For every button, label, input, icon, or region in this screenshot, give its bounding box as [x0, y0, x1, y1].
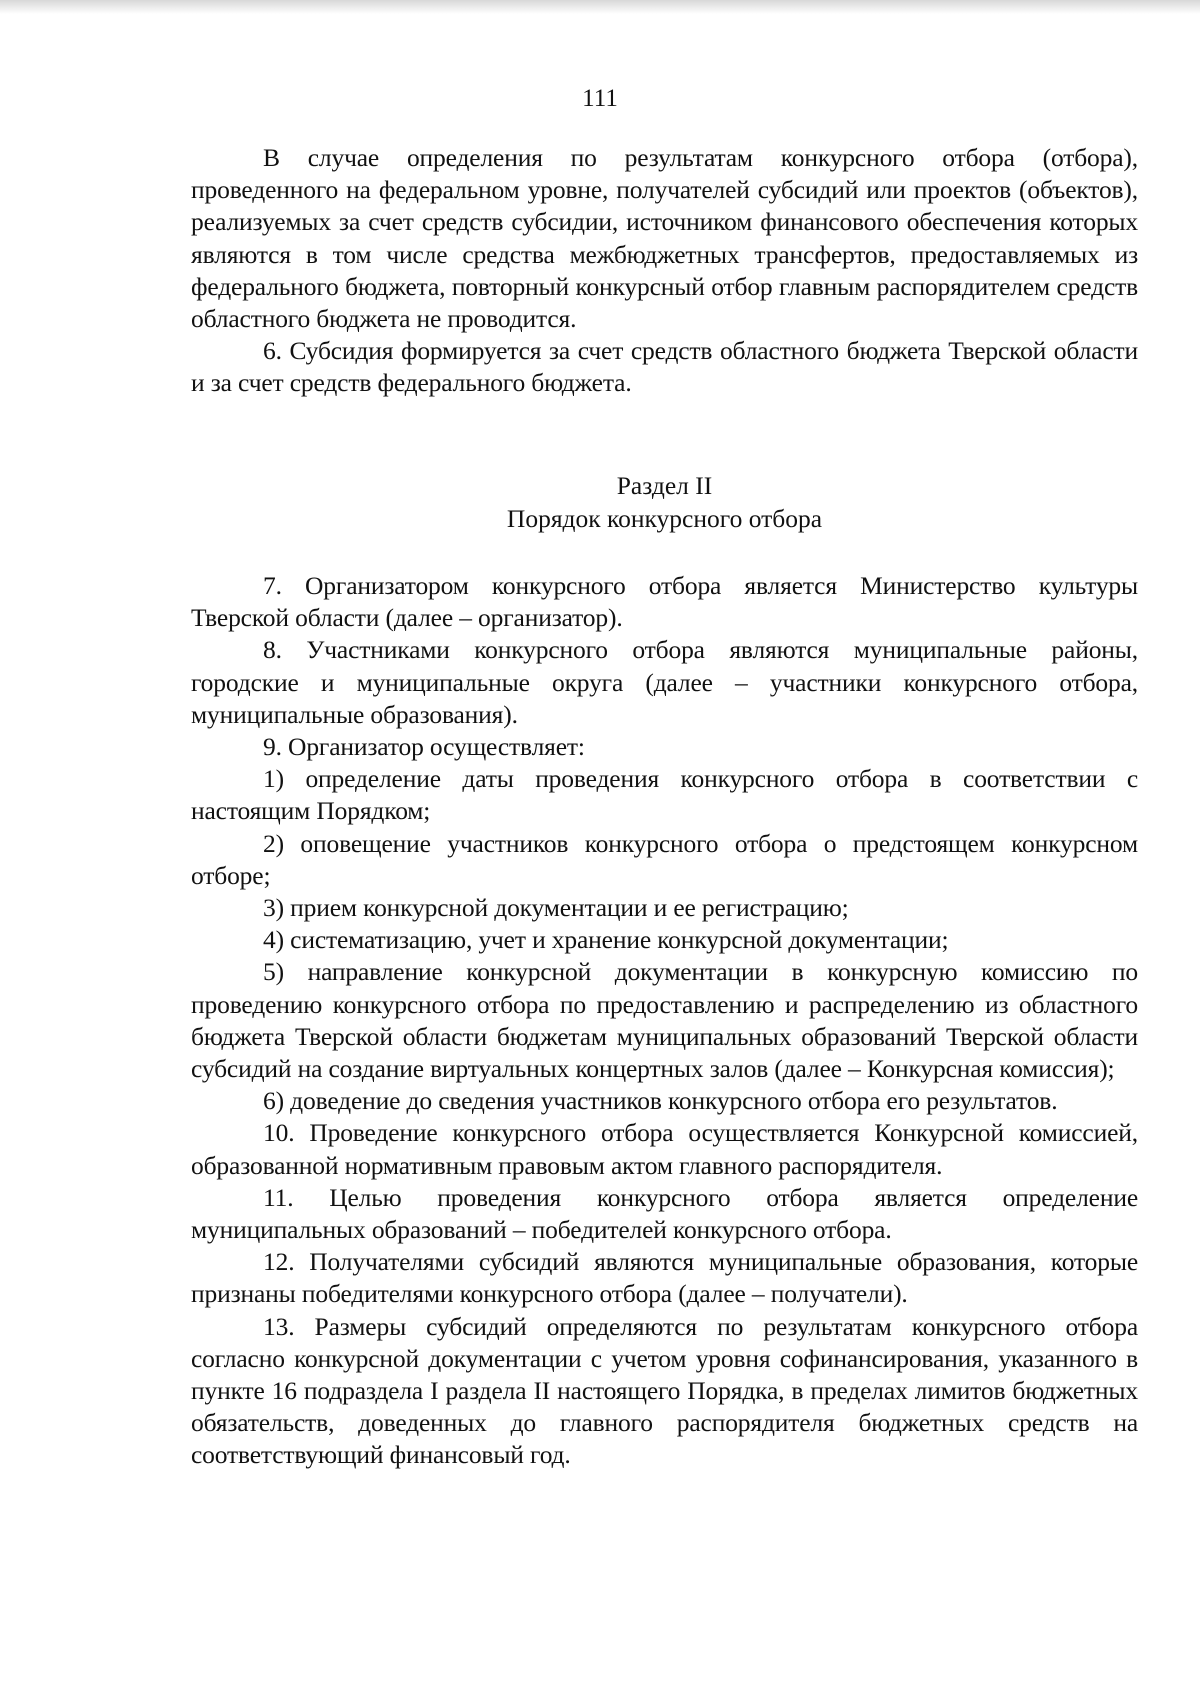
list-item-3-reception: 3) прием конкурсной документации и ее регистрацию; — [263, 893, 849, 923]
paragraph-6-subsidy-funding: 6. Субсидия формируется за счет средств областного бюджета Тверской области и за счет средств федерального бюджета. — [191, 336, 1138, 398]
list-item-6-results: 6) доведение до сведения участников конкурсного отбора его результатов. — [263, 1086, 1058, 1116]
page-number: 111 — [582, 85, 618, 112]
section-title: Раздел II — [616, 471, 713, 500]
section-text — [191, 570, 1138, 1472]
paragraph-9-organizer-duties: 9. Организатор осуществляет: — [263, 732, 585, 762]
paragraph-12-recipients: 12. Получателями субсидий являются муниципальные образования, которые признаны победителями конкурсного отбора (далее – получатели). — [191, 1247, 1138, 1309]
paragraph-10-commission: 10. Проведение конкурсного отбора осуществляется Конкурсной комиссией, образованной нормативным правовым актом главного распорядителя. — [191, 1118, 1138, 1180]
section-heading — [191, 470, 1138, 535]
intro-text — [191, 142, 1138, 400]
paragraph-11-goal: 11. Целью проведения конкурсного отбора является определение муниципальных образований – победителей конкурсного отбора. — [191, 1182, 1138, 1245]
paragraph-repeat-selection-clause: В случае определения по результатам конкурсного отбора (отбора), проведенного на федеральном уровне, получателей субсидий или проектов (объектов), реализуемых за счет средств субсидии, источником финансового обеспечения которых являются в том числе средства межбюджетных трансфертов, предоставляемых из федерального бюджета, повторный конкурсный отбор главным распорядителем средств областного бюджета не проводится. — [191, 143, 1138, 334]
paragraph-8-participants: 8. Участниками конкурсного отбора являются муниципальные районы, городские и муниципальные округа (далее – участники конкурсного отбора, муниципальные образования). — [191, 635, 1138, 729]
list-item-1-date: 1) определение даты проведения конкурсного отбора в соответствии с настоящим Порядком; — [191, 764, 1138, 826]
list-item-2-notification: 2) оповещение участников конкурсного отбора о предстоящем конкурсном отборе; — [191, 828, 1138, 890]
list-item-5-submission: 5) направление конкурсной документации в конкурсную комиссию по проведению конкурсного отбора по предоставлению и распределению из областного бюджета Тверской области бюджетам муниципальных образований Тверской области субсидий на создание виртуальных концертных залов (далее – Конкурсная комиссия); — [191, 957, 1138, 1084]
section-subtitle: Порядок конкурсного отбора — [506, 503, 823, 533]
paragraph-7-organizer: 7. Организатором конкурсного отбора является Министерство культуры Тверской области (далее – организатор). — [191, 571, 1138, 633]
list-item-4-systematization: 4) систематизацию, учет и хранение конкурсной документации; — [263, 925, 949, 955]
paragraph-13-amounts: 13. Размеры субсидий определяются по результатам конкурсного отбора согласно конкурсной документации с учетом уровня софинансирования, указанного в пункте 16 подраздела I раздела II настоящего Порядка, в пределах лимитов бюджетных обязательств, доведенных до главного распорядителя бюджетных средств на соответствующий финансовый год. — [191, 1311, 1138, 1470]
scan-edge-shadow — [0, 0, 1200, 14]
